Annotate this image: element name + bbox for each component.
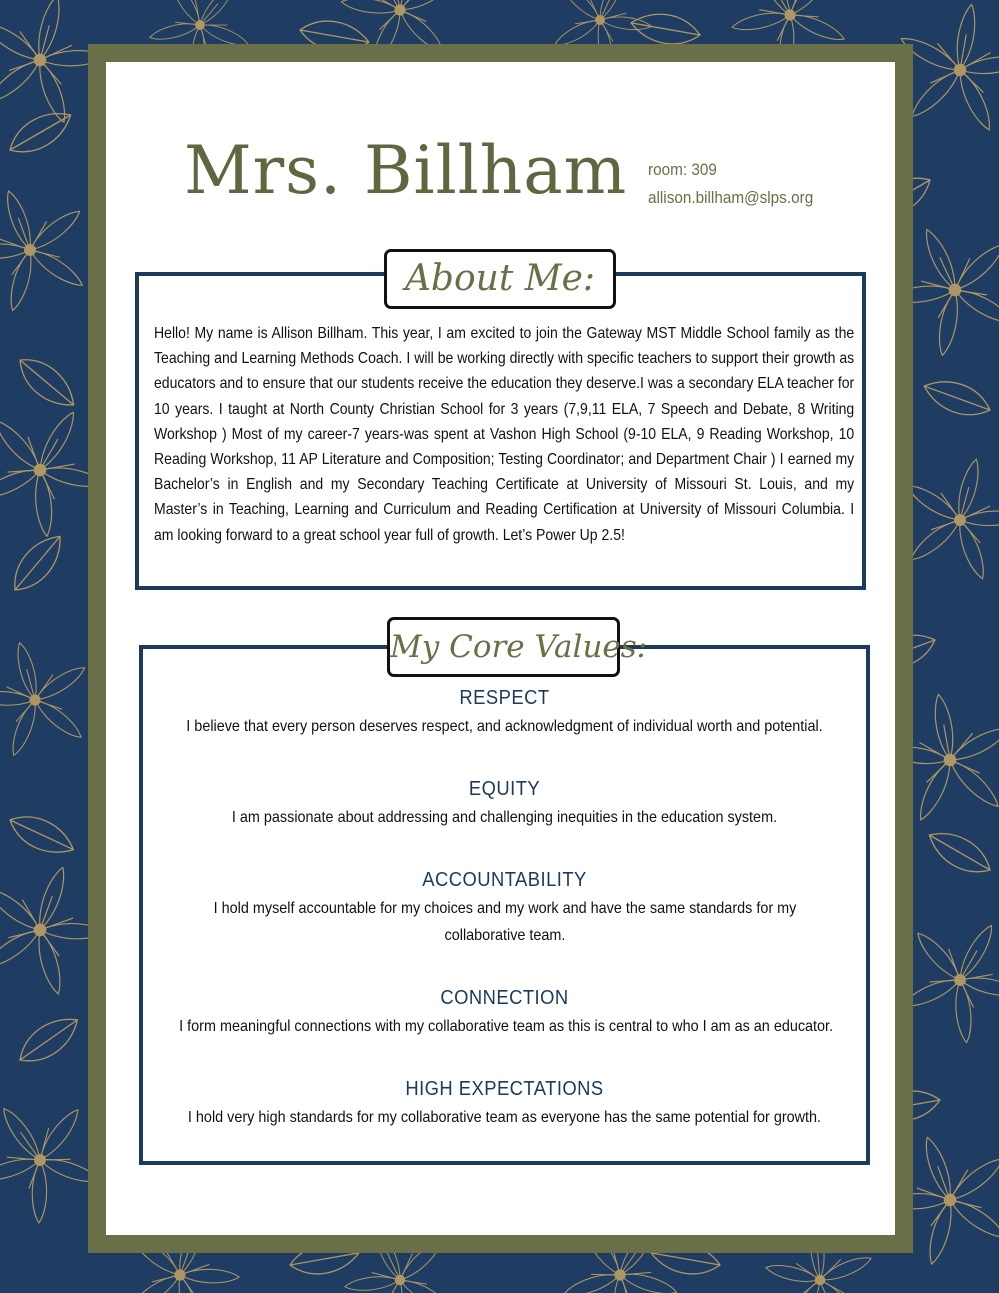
- value-description: I form meaningful connections with my collaborative team as this is central to who I am as an educator.: [179, 1018, 834, 1035]
- value-title: HIGH EXPECTATIONS: [405, 1078, 604, 1100]
- value-title: ACCOUNTABILITY: [422, 869, 587, 891]
- contact-info: [648, 156, 813, 212]
- value-description: I am passionate about addressing and challenging inequities in the education system.: [231, 809, 778, 826]
- value-item-accountability: [143, 867, 866, 949]
- value-title: EQUITY: [468, 778, 541, 800]
- value-title: CONNECTION: [440, 987, 569, 1009]
- value-item-connection: [143, 985, 866, 1040]
- value-description: I hold myself accountable for my choices and my work and have the same standards for my collaborative team.: [213, 900, 796, 944]
- value-description: I believe that every person deserves respect, and acknowledgment of individual worth and potential.: [186, 718, 823, 735]
- about-me-text: Hello! My name is Allison Billham. This year, I am excited to join the Gateway MST Middle School family as the Teaching and Learning Methods Coach. I will be working directly with specific teachers to support their growth as educators and to ensure that our students receive the education they deserve.I was a secondary ELA teacher for 10 years. I taught at North County Christian School for 3 years (7,9,11 ELA, 7 Speech and Debate, 8 Writing Workshop ) Most of my career-7 years-was spent at Vashon High School (9-10 ELA, 9 Reading Workshop, 10 Reading Workshop, 11 AP Literature and Composition; Testing Coordinator; and Department Chair ) I earned my Bachelor’s in English and my Secondary Teaching Certificate at University of Missouri St. Louis, and my Master’s in Teaching, Learning and Curriculum and Reading Certification at University of Missouri Columbia. I am looking forward to a great school year full of growth. Let’s Power Up 2.5!: [154, 325, 855, 544]
- value-title: RESPECT: [459, 687, 550, 709]
- about-me-heading: About Me:: [384, 249, 616, 309]
- email-address: allison.billham@slps.org: [648, 188, 814, 207]
- core-values-heading: My Core Values:: [387, 617, 620, 677]
- value-description: I hold very high standards for my collaborative team as everyone has the same potential for growth.: [187, 1109, 822, 1126]
- value-item-equity: [143, 776, 866, 831]
- room-number: room: 309: [648, 160, 717, 179]
- page-title: Mrs. Billham: [184, 132, 628, 209]
- value-item-respect: [143, 685, 866, 740]
- value-item-high-expectations: [143, 1076, 866, 1131]
